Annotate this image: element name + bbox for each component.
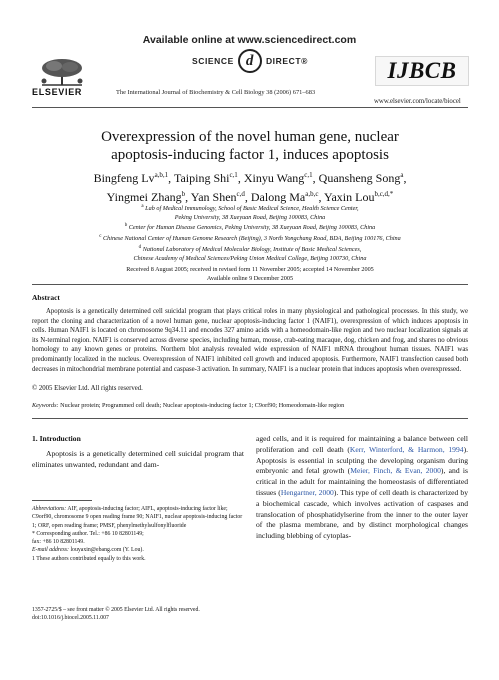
author-line-2: Yingmei Zhang$^b$, Yan Shen$^{c,d}$, Dalong Ma$^{a,b,c}$, Yaxin Lou$^{b,c,d,*}$ (106, 190, 394, 204)
keywords-label: Keywords: (32, 402, 59, 409)
abbreviations-text: AIF, apoptosis-inducing factor; AIFL, apoptosis-inducing factor like; C9orf90, chromosome 9 open reading frame 90; NAIF1, nuclear apoptosis-inducing factor 1; ORF, open reading frame; PMSF, phenylmethylsulfonylfluoride (32, 506, 243, 529)
equal-contribution-footnote: 1 These authors contributed equally to this work. (32, 555, 146, 562)
corresponding-author-footnote: * Corresponding author. Tel.: +86 10 82801149; (32, 530, 144, 537)
journal-url[interactable]: www.elsevier.com/locate/biocel (374, 98, 461, 105)
intro-heading: 1. Introduction (32, 434, 81, 443)
article-identifiers (32, 606, 200, 623)
citation-link[interactable]: Hengartner, 2000 (280, 487, 334, 497)
intro-left-column (32, 449, 244, 471)
title-line-2: apoptosis-inducing factor 1, induces apoptosis (111, 147, 389, 163)
abstract-copyright: © 2005 Elsevier Ltd. All rights reserved. (32, 385, 143, 392)
sciencedirect-left-word: SCIENCE (191, 56, 234, 66)
available-online-text: Available online at www.sciencedirect.com (142, 34, 357, 46)
elsevier-wordmark: ELSEVIER (32, 87, 83, 97)
affiliation-line: $^d$ National Laboratory of Medical Molecular Biology, Institute of Basic Medical Sciences, (138, 245, 362, 254)
abstract-body (32, 307, 468, 374)
sciencedirect-logo[interactable] (155, 48, 345, 74)
journal-abbrev-logo: IJBCB (375, 56, 469, 86)
received-dates: Received 8 August 2005; received in revised form 11 November 2005; accepted 14 November 2005 (126, 266, 374, 273)
keywords-text: Nuclear protein; Programmed cell death; Nuclear apoptosis-inducing factor 1; C9orf90; Homeodomain-like region (60, 402, 345, 409)
intro-left-paragraph: Apoptosis is a genetically determined cell suicidal program that eliminates unwanted, redundant and dam- (32, 449, 244, 469)
email-address[interactable]: louyaxin@ebang.com (Y. Lou). (70, 547, 144, 554)
citation-link[interactable]: Kerr, Winterford, & Harmon, 1994 (349, 444, 464, 454)
footnotes (32, 505, 244, 563)
article-title (40, 128, 460, 164)
sciencedirect-right-word: DIRECT® (265, 56, 309, 66)
keywords-line (32, 402, 468, 409)
elsevier-tree-logo-icon (32, 57, 92, 87)
available-online-date: Available online 9 December 2005 (206, 275, 294, 282)
intro-right-paragraph: aged cells, and it is required for maintaining a balance between cell proliferation and cell death (Kerr, Winterford, & Harmon, 1994). Apoptosis is essential in sculpting the developing organism during embryonic and fetal growth (Meier, Finch, & Evan, 2000), and is critical in the adult for maintaining the homeostasis of differentiated tissues (Hengartner, 2000). This type of cell death is characterized by a biochemical cascade, which involves activation of caspases and translocation of phosphatidylserine from the inner to the outer layer of the plasma membrane, and by distinct morphological changes including blebbing of cytoplas- (256, 434, 468, 541)
abstract-paragraph: Apoptosis is a genetically determined cell suicidal program that plays critical roles in many physiological and pathological processes. In this study, we report the cloning and characterization of a novel human gene, nuclear apoptosis-inducing factor 1 (NAIF1), overexpression of which induces apoptosis in cells. Human NAIF1 is located on chromosome 9q34.11 and encodes 327 amino acids with a homeodomain-like region and two nuclear localization signals at its N-terminal region. NAIF1 is conserved across diverse species, including human, mouse, crab-eating macaque, dog, chicken and frog, and shares no obvious homology to any known genes or proteins. Northern blot analysis revealed wide expression of NAIF1 mRNA throughout human tissues. NAIF1 was predominantly localized in the nucleus. Overexpression of NAIF1 inhibited cell growth and induced apoptosis. Furthermore, NAIF1 transfection caused both decreases in mitochondrial membrane potential and caspase-3 activation. In summary, NAIF1 is a nuclear protein that induces apoptosis when overexpressed. (32, 308, 468, 373)
footnote-rule (32, 500, 92, 501)
issn-line: 1357-2725/$ – see front matter © 2005 Elsevier Ltd. All rights reserved. (32, 607, 200, 613)
citation-link[interactable]: Meier, Finch, & Evan, 2000 (350, 466, 441, 476)
doi-line[interactable]: doi:10.1016/j.biocel.2005.11.007 (32, 615, 109, 622)
affiliation-line: $^c$ Chinese National Center of Human Genome Research (Beijing), 3 North Yongchang Road, BDA, Beijing 100176, China (99, 234, 401, 243)
abbreviations-label: Abbreviations: (32, 506, 67, 512)
affiliation-line: $^b$ Center for Human Disease Genomics, Peking University, 38 Xueyuan Road, Beijing 100083, China (124, 223, 376, 232)
sciencedirect-at-icon: d (238, 49, 262, 73)
article-dates (40, 265, 460, 283)
affiliation-line: Chinese Academy of Medical Sciences/Peking Union Medical College, Beijing 100730, China (133, 254, 367, 262)
abstract-bottom-rule (32, 418, 468, 419)
author-list (40, 167, 460, 205)
affiliations (40, 203, 460, 263)
email-label: E-mail address: (32, 547, 69, 554)
affiliation-line: Peking University, 38 Xueyuan Road, Beijing 100083, China (174, 213, 326, 221)
intro-right-column (256, 434, 468, 542)
abstract-heading: Abstract (32, 293, 60, 302)
fax-footnote: fax: +86 10 82801149. (32, 539, 85, 546)
header-rule (32, 107, 468, 108)
title-line-1: Overexpression of the novel human gene, nuclear (101, 129, 399, 145)
abbreviations-footnote (32, 505, 244, 530)
abstract-top-rule (32, 284, 468, 285)
author-line-1: Bingfeng Lv$^{a,b,1}$, Taiping Shi$^{c,1}$, Xinyu Wang$^{c,1}$, Quansheng Song$^a$, (93, 171, 407, 185)
affiliation-line: $^a$ Lab of Medical Immunology, School of Basic Medical Science, Health Science Center, (141, 204, 359, 213)
journal-citation-line: The International Journal of Biochemistry & Cell Biology 38 (2006) 671–683 (116, 89, 316, 96)
email-footnote (32, 546, 244, 554)
